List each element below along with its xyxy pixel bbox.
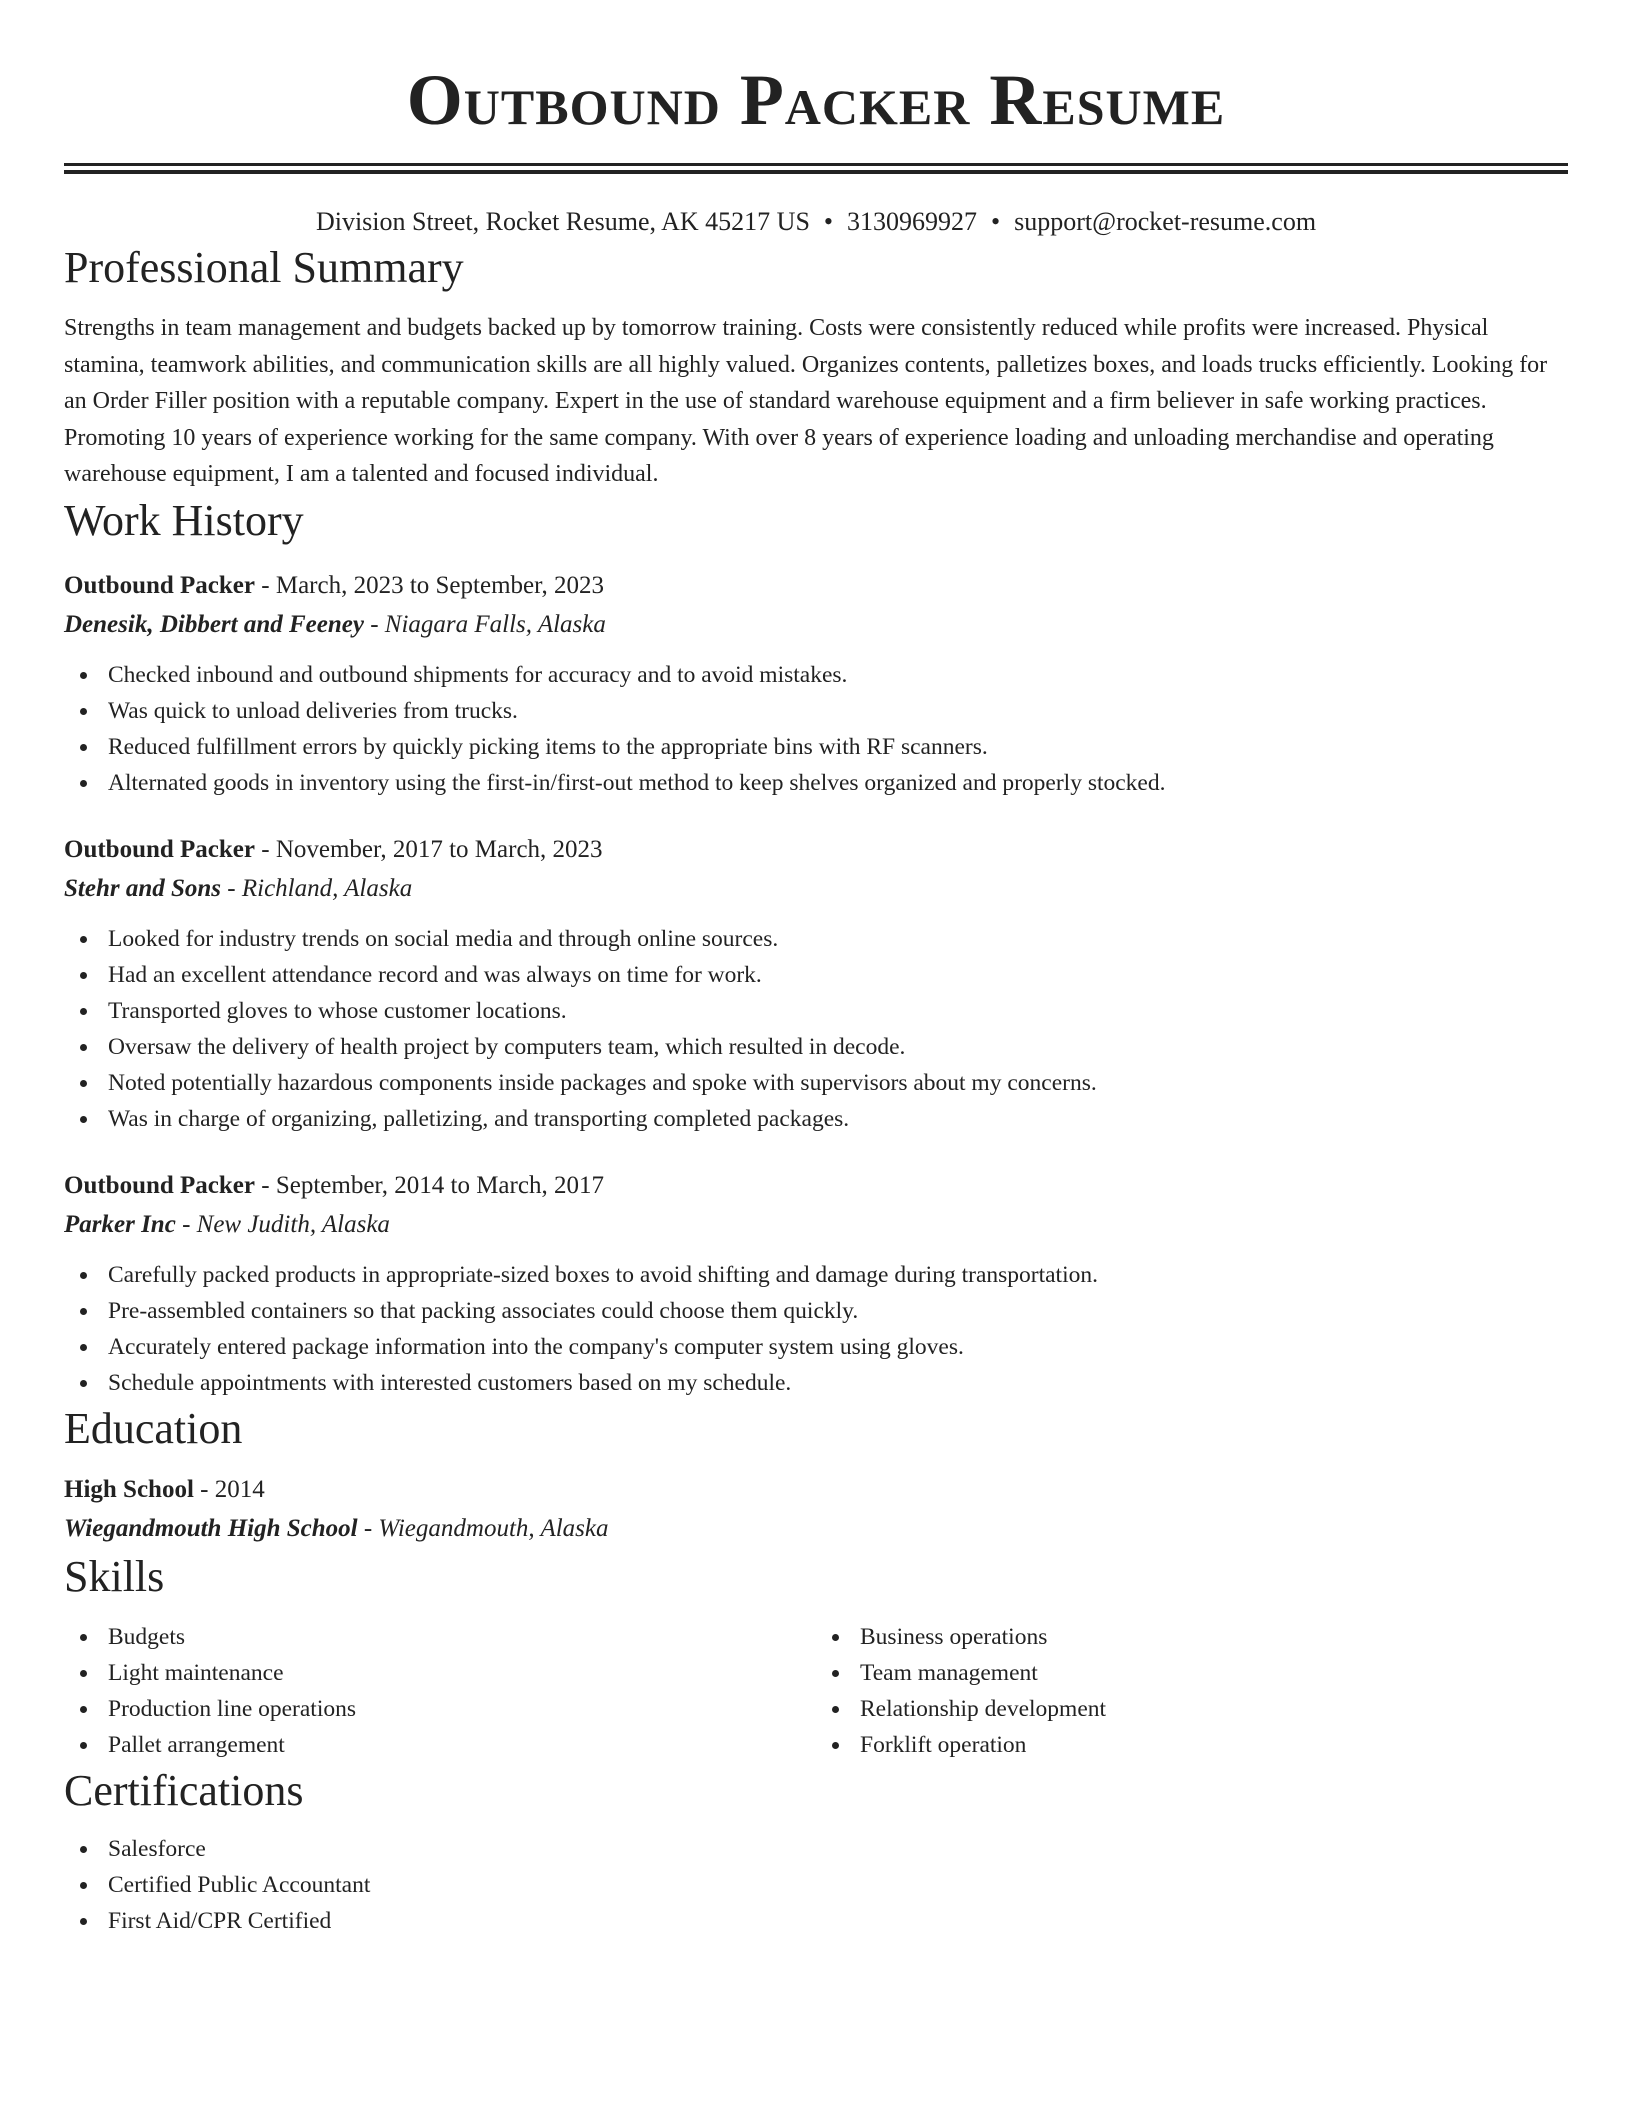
certifications-heading: Certifications xyxy=(64,1765,304,1815)
job-title-line xyxy=(64,831,1568,869)
list-item: Pre-assembled containers so that packing associates could choose them quickly. xyxy=(108,1293,1568,1329)
skills-grid xyxy=(64,1619,1568,1763)
summary-heading: Professional Summary xyxy=(64,243,464,292)
title-divider xyxy=(64,163,1568,166)
job-title: Outbound Packer xyxy=(64,835,256,863)
job-location: - Richland, Alaska xyxy=(221,874,413,902)
contact-separator: • xyxy=(823,207,834,236)
contact-phone: 3130969927 xyxy=(847,207,978,236)
list-item: Carefully packed products in appropriate-sized boxes to avoid shifting and damage during transportation. xyxy=(108,1257,1568,1293)
job-dates: - November, 2017 to March, 2023 xyxy=(255,835,603,863)
job-title: Outbound Packer xyxy=(64,1171,256,1199)
list-item: Team management xyxy=(860,1655,1568,1691)
job-dates: - March, 2023 to September, 2023 xyxy=(255,571,604,599)
list-item: Was in charge of organizing, palletizing, and transporting completed packages. xyxy=(108,1101,1568,1137)
job-entry xyxy=(64,831,1568,1137)
resume-title: Outbound Packer Resume xyxy=(406,60,1226,140)
resume-page xyxy=(64,0,1568,1939)
job-location: - New Judith, Alaska xyxy=(175,1210,390,1238)
job-company-line xyxy=(64,1205,1568,1245)
list-item: Reduced fulfillment errors by quickly picking items to the appropriate bins with RF scanners. xyxy=(108,729,1568,765)
list-item: Looked for industry trends on social media and through online sources. xyxy=(108,921,1568,957)
certifications-list xyxy=(64,1831,1568,1939)
list-item: Transported gloves to whose customer locations. xyxy=(108,993,1568,1029)
education-location: - Wiegandmouth, Alaska xyxy=(357,1514,609,1542)
list-item: Noted potentially hazardous components inside packages and spoke with supervisors about my concerns. xyxy=(108,1065,1568,1101)
skills-list-right xyxy=(816,1619,1568,1763)
education-degree-line xyxy=(64,1471,1568,1509)
job-entry xyxy=(64,567,1568,801)
education-school: Wiegandmouth High School xyxy=(64,1514,358,1542)
list-item: First Aid/CPR Certified xyxy=(108,1903,1568,1939)
job-duties-list xyxy=(64,921,1568,1137)
contact-email: support@rocket-resume.com xyxy=(1014,207,1317,236)
education-heading: Education xyxy=(64,1403,243,1453)
skills-heading: Skills xyxy=(64,1551,165,1601)
list-item: Salesforce xyxy=(108,1831,1568,1867)
job-company-line xyxy=(64,869,1568,909)
list-item: Had an excellent attendance record and was always on time for work. xyxy=(108,957,1568,993)
contact-line xyxy=(64,204,1568,240)
job-title: Outbound Packer xyxy=(64,571,256,599)
education-school-line xyxy=(64,1509,1568,1549)
list-item: Production line operations xyxy=(108,1691,816,1727)
job-duties-list xyxy=(64,657,1568,801)
list-item: Business operations xyxy=(860,1619,1568,1655)
job-company: Stehr and Sons xyxy=(64,874,222,902)
skills-list-left xyxy=(64,1619,816,1763)
education-degree: High School xyxy=(64,1475,194,1503)
job-company: Denesik, Dibbert and Feeney xyxy=(64,610,364,638)
list-item: Relationship development xyxy=(860,1691,1568,1727)
job-company-line xyxy=(64,605,1568,645)
list-item: Light maintenance xyxy=(108,1655,816,1691)
list-item: Checked inbound and outbound shipments for accuracy and to avoid mistakes. xyxy=(108,657,1568,693)
list-item: Schedule appointments with interested customers based on my schedule. xyxy=(108,1365,1568,1401)
job-company: Parker Inc xyxy=(64,1210,176,1238)
job-location: - Niagara Falls, Alaska xyxy=(363,610,606,638)
job-title-line xyxy=(64,567,1568,605)
list-item: Certified Public Accountant xyxy=(108,1867,1568,1903)
job-duties-list xyxy=(64,1257,1568,1401)
list-item: Pallet arrangement xyxy=(108,1727,816,1763)
list-item: Oversaw the delivery of health project by computers team, which resulted in decode. xyxy=(108,1029,1568,1065)
job-dates: - September, 2014 to March, 2017 xyxy=(255,1171,604,1199)
contact-address: Division Street, Rocket Resume, AK 45217 US xyxy=(315,207,810,236)
list-item: Accurately entered package information into the company's computer system using gloves. xyxy=(108,1329,1568,1365)
job-title-line xyxy=(64,1167,1568,1205)
list-item: Was quick to unload deliveries from trucks. xyxy=(108,693,1568,729)
list-item: Alternated goods in inventory using the first-in/first-out method to keep shelves organized and properly stocked. xyxy=(108,765,1568,801)
list-item: Budgets xyxy=(108,1619,816,1655)
job-entry xyxy=(64,1167,1568,1401)
work-history-heading: Work History xyxy=(64,495,304,545)
education-year: - 2014 xyxy=(193,1475,265,1503)
contact-separator: • xyxy=(991,207,1001,236)
education-entry xyxy=(64,1471,1568,1549)
summary-text: Strengths in team management and budgets backed up by tomorrow training. Costs were consistently reduced while profits were increased. Physical stamina, teamwork abilities, and communication skills are all highly valued. Organizes contents, palletizes boxes, and loads trucks efficiently. Looking for an Order Filler position with a reputable company. Expert in the use of standard warehouse equipment and a firm believer in safe working practices. Promoting 10 years of experience working for the same company. With over 8 years of experience loading and unloading merchandise and operating warehouse equipment, I am a talented and focused individual. xyxy=(64,315,1548,487)
list-item: Forklift operation xyxy=(860,1727,1568,1763)
